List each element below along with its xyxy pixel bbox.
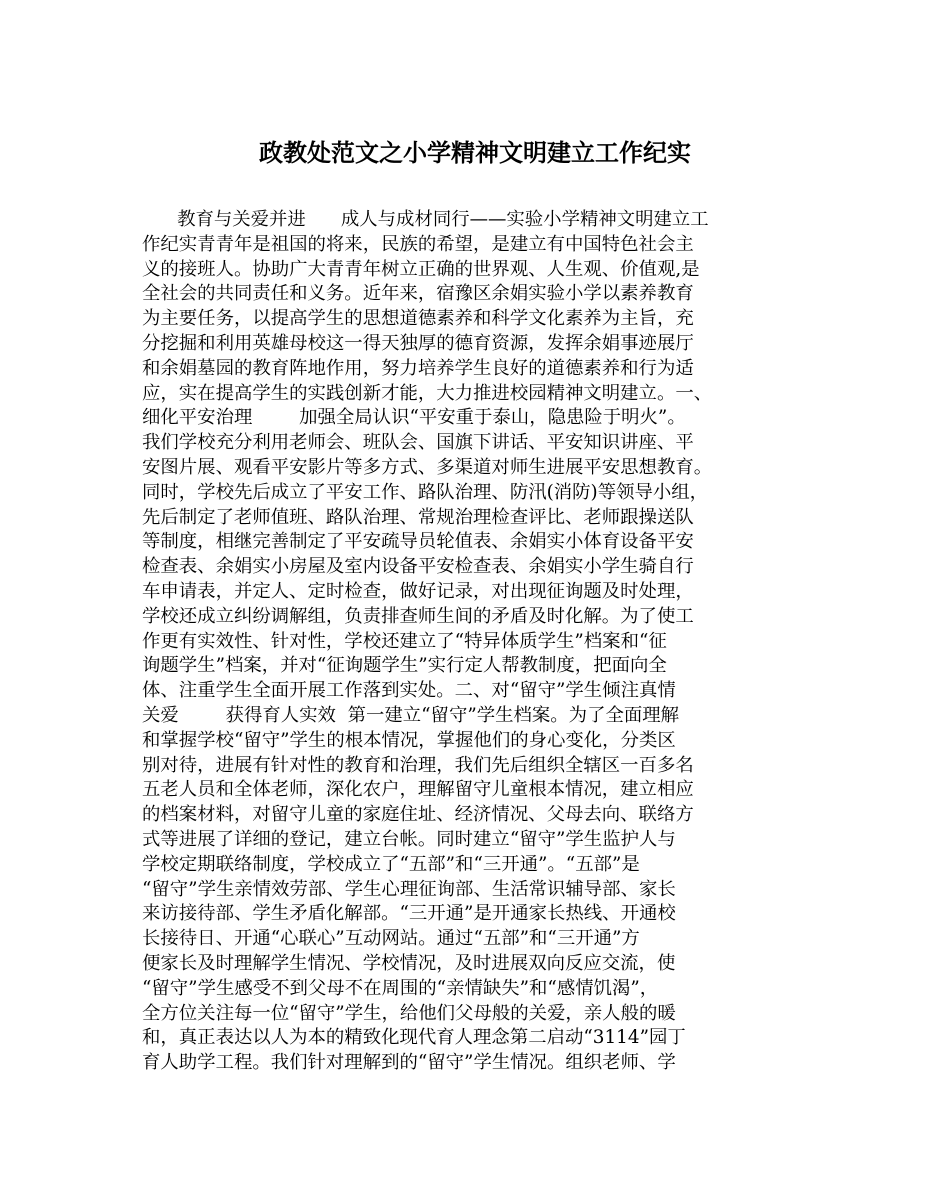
body-line: 询题学生”档案，并对“征询题学生”实行定人帮教制度，把面向全 (142, 655, 667, 677)
body-line: 来访接待部、学生矛盾化解部。“三开通”是开通家长热线、开通校 (142, 903, 676, 925)
body-line: 和掌握学校“留守”学生的根本情况，掌握他们的身心变化，分类区 (142, 729, 676, 751)
body-line: 的档案材料，对留守儿童的家庭住址、经济情况、父母去向、联络方 (142, 804, 694, 826)
body-line: 式等进展了详细的登记，建立台帐。同时建立“留守”学生监护人与 (142, 828, 676, 850)
body-line: 学校还成立纠纷调解组，负责排查师生间的矛盾及时化解。为了使工 (142, 605, 694, 627)
body-line: 作更有实效性、针对性，学校还建立了“特异体质学生”档案和“征 (142, 630, 667, 652)
document-body (142, 208, 822, 1076)
body-line: 同时，学校先后成立了平安工作、路队治理、防汛(消防)等领导小组， (142, 481, 709, 503)
body-line: 五老人员和全体老师，深化农户，理解留守儿童根本情况，建立相应 (142, 779, 694, 801)
body-line: 等制度，相继完善制定了平安疏导员轮值表、余娟实小体育设备平安 (142, 531, 694, 553)
body-line: 体、注重学生全面开展工作落到实处。二、对“留守”学生倾注真情 (142, 680, 676, 702)
body-line: 分挖掘和利用英雄母校这一得天独厚的德育资源，发挥余娟事迹展厅 (142, 332, 694, 354)
body-line: 便家长及时理解学生情况、学校情况，及时进展双向反应交流，使 (142, 952, 676, 974)
body-line: 义的接班人。协助广大青青年树立正确的世界观、人生观、价值观,是 (142, 258, 700, 280)
body-line: 关爱 获得育人实效 第一建立“留守”学生档案。为了全面理解 (142, 704, 680, 726)
body-line: 我们学校充分利用老师会、班队会、国旗下讲话、平安知识讲座、平 (142, 432, 694, 454)
body-line: 车申请表，并定人、定时检查，做好记录，对出现征询题及时处理， (142, 580, 694, 602)
body-line: 检查表、余娟实小房屋及室内设备平安检查表、余娟实小学生骑自行 (142, 556, 694, 578)
body-line: 和，真正表达以人为本的精致化现代育人理念第二启动“3114”园丁 (142, 1027, 686, 1049)
body-line: 安图片展、观看平安影片等多方式、多渠道对师生进展平安思想教育。 (142, 456, 713, 478)
body-line: 别对待，进展有针对性的教育和治理，我们先后组织全辖区一百多名 (142, 754, 694, 776)
body-line: 为主要任务，以提高学生的思想道德素养和科学文化素养为主旨，充 (142, 308, 694, 330)
body-line: 作纪实青青年是祖国的将来，民族的希望，是建立有中国特色社会主 (142, 233, 694, 255)
body-line: “留守”学生亲情效劳部、学生心理征询部、生活常识辅导部、家长 (142, 878, 676, 900)
body-line: 教育与关爱并进 成人与成材同行——实验小学精神文明建立工 (142, 209, 709, 230)
body-line: 全社会的共同责任和义务。近年来，宿豫区余娟实验小学以素养教育 (142, 283, 694, 305)
body-line: 先后制定了老师值班、路队治理、常规治理检查评比、老师跟操送队 (142, 506, 694, 528)
body-line: 长接待日、开通“心联心”互动网站。通过“五部”和“三开通”方 (142, 928, 640, 950)
body-line: 和余娟墓园的教育阵地作用，努力培养学生良好的道德素养和行为适 (142, 357, 694, 379)
document-title: 政教处范文之小学精神文明建立工作纪实 (259, 138, 691, 167)
body-line: 应，实在提高学生的实践创新才能，大力推进校园精神文明建立。一、 (142, 382, 713, 404)
body-line: 全方位关注每一位“留守”学生，给他们父母般的关爱，亲人般的暖 (142, 1002, 676, 1024)
body-line: 育人助学工程。我们针对理解到的“留守”学生情况。组织老师、学 (142, 1052, 676, 1074)
body-line: “留守”学生感受不到父母不在周围的“亲情缺失”和“感情饥渴”， (142, 977, 659, 999)
body-line: 学校定期联络制度，学校成立了“五部”和“三开通”。“五部”是 (142, 853, 640, 875)
body-line: 细化平安治理 加强全局认识“平安重于泰山，隐患险于明火”。 (142, 407, 686, 429)
